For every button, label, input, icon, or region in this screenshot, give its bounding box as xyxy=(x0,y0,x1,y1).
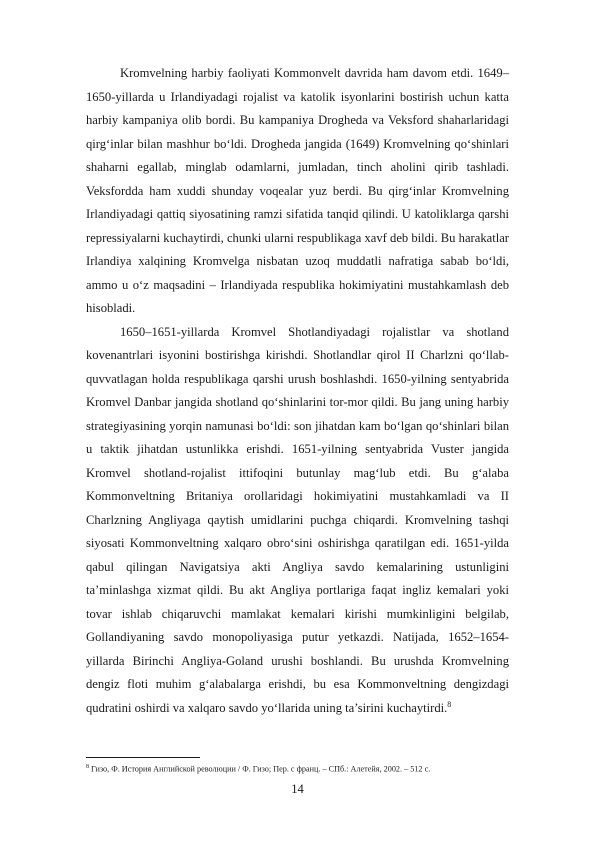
footnote xyxy=(86,762,516,775)
paragraph xyxy=(86,321,509,721)
footnote-text: Гизо, Ф. История Английской революции / Ф. Гизо; Пер. с франц. – СПб.: Алетейя, 2002. – 512 с. xyxy=(89,764,431,774)
paragraph xyxy=(86,62,509,321)
footnote-marker: 8 xyxy=(86,764,89,770)
paragraph-text: 1650–1651-yillarda Kromvel Shotlandiyadagi rojalistlar va shotland kovenantrlari isyonini bostirishga kirishdi. Shotlandlar qirol II Charlzni qo‘llab-quvvatlagan holda respublikaga qarshi urush boshlashdi. 1650-yilning sentyabrida Kromvel Danbar jangida shotland qo‘shinlarini tor-mor qildi. Bu jang uning harbiy strategiyasining yorqin namunasi bo‘ldi: son jihatdan kam bo‘lgan qo‘shinlari bilan u taktik jihatdan ustunlikka erishdi. 1651-yilning sentyabrida Vuster jangida Kromvel shotland-rojalist ittifoqini butunlay mag‘lub etdi. Bu g‘alaba Kommonveltning Britaniya orollaridagi hokimiyatini mustahkamladi va II Charlzning Angliyaga qaytish umidlarini puchga chiqardi. Kromvelning tashqi siyosati Kommonveltning xalqaro obro‘sini oshirishga qaratilgan edi. 1651-yilda qabul qilingan Navigatsiya akti Angliya savdo kemalarining ustunligini ta’minlashga xizmat qildi. Bu akt Angliya portlariga faqat ingliz kemalari yoki tovar ishlab chiqaruvchi mamlakat kemalari kirishi mumkinligini belgilab, Gollandiyaning savdo monopoliyasiga putur yetkazdi. Natijada, 1652–1654-yillarda Birinchi Angliya-Goland urushi boshlandi. Bu urushda Kromvelning dengiz floti muhim g‘alabalarga erishdi, bu esa Kommonveltning dengizdagi qudratini oshirdi va xalqaro savdo yo‘llarida uning ta’sirini kuchaytirdi. xyxy=(86,324,509,715)
footnote-separator xyxy=(86,757,200,758)
document-body xyxy=(86,62,509,720)
paragraph-text: Kromvelning harbiy faoliyati Kommonvelt davrida ham davom etdi. 1649–1650-yillarda u Irlandiyadagi rojalist va katolik isyonlarini bostirish uchun katta harbiy kampaniya olib bordi. Bu kampaniya Drogheda va Veksford shaharlaridagi qirg‘inlar bilan mashhur bo‘ldi. Drogheda jangida (1649) Kromvelning qo‘shinlari shaharni egallab, minglab odamlarni, jumladan, tinch aholini qirib tashladi. Veksfordda ham xuddi shunday voqealar yuz berdi. Bu qirg‘inlar Kromvelning Irlandiyadagi qattiq siyosatining ramzi sifatida tanqid qilindi. U katoliklarga qarshi repressiyalarni kuchaytirdi, chunki ularni respublikaga xavf deb bildi. Bu harakatlar Irlandiya xalqining Kromvelga nisbatan uzoq muddatli nafratiga sabab bo‘ldi, ammo u o‘z maqsadini – Irlandiyada respublika hokimiyatini mustahkamlash deb hisobladi. xyxy=(86,66,509,315)
page-number: 14 xyxy=(291,782,304,796)
footnote-reference[interactable]: 8 xyxy=(447,699,452,709)
